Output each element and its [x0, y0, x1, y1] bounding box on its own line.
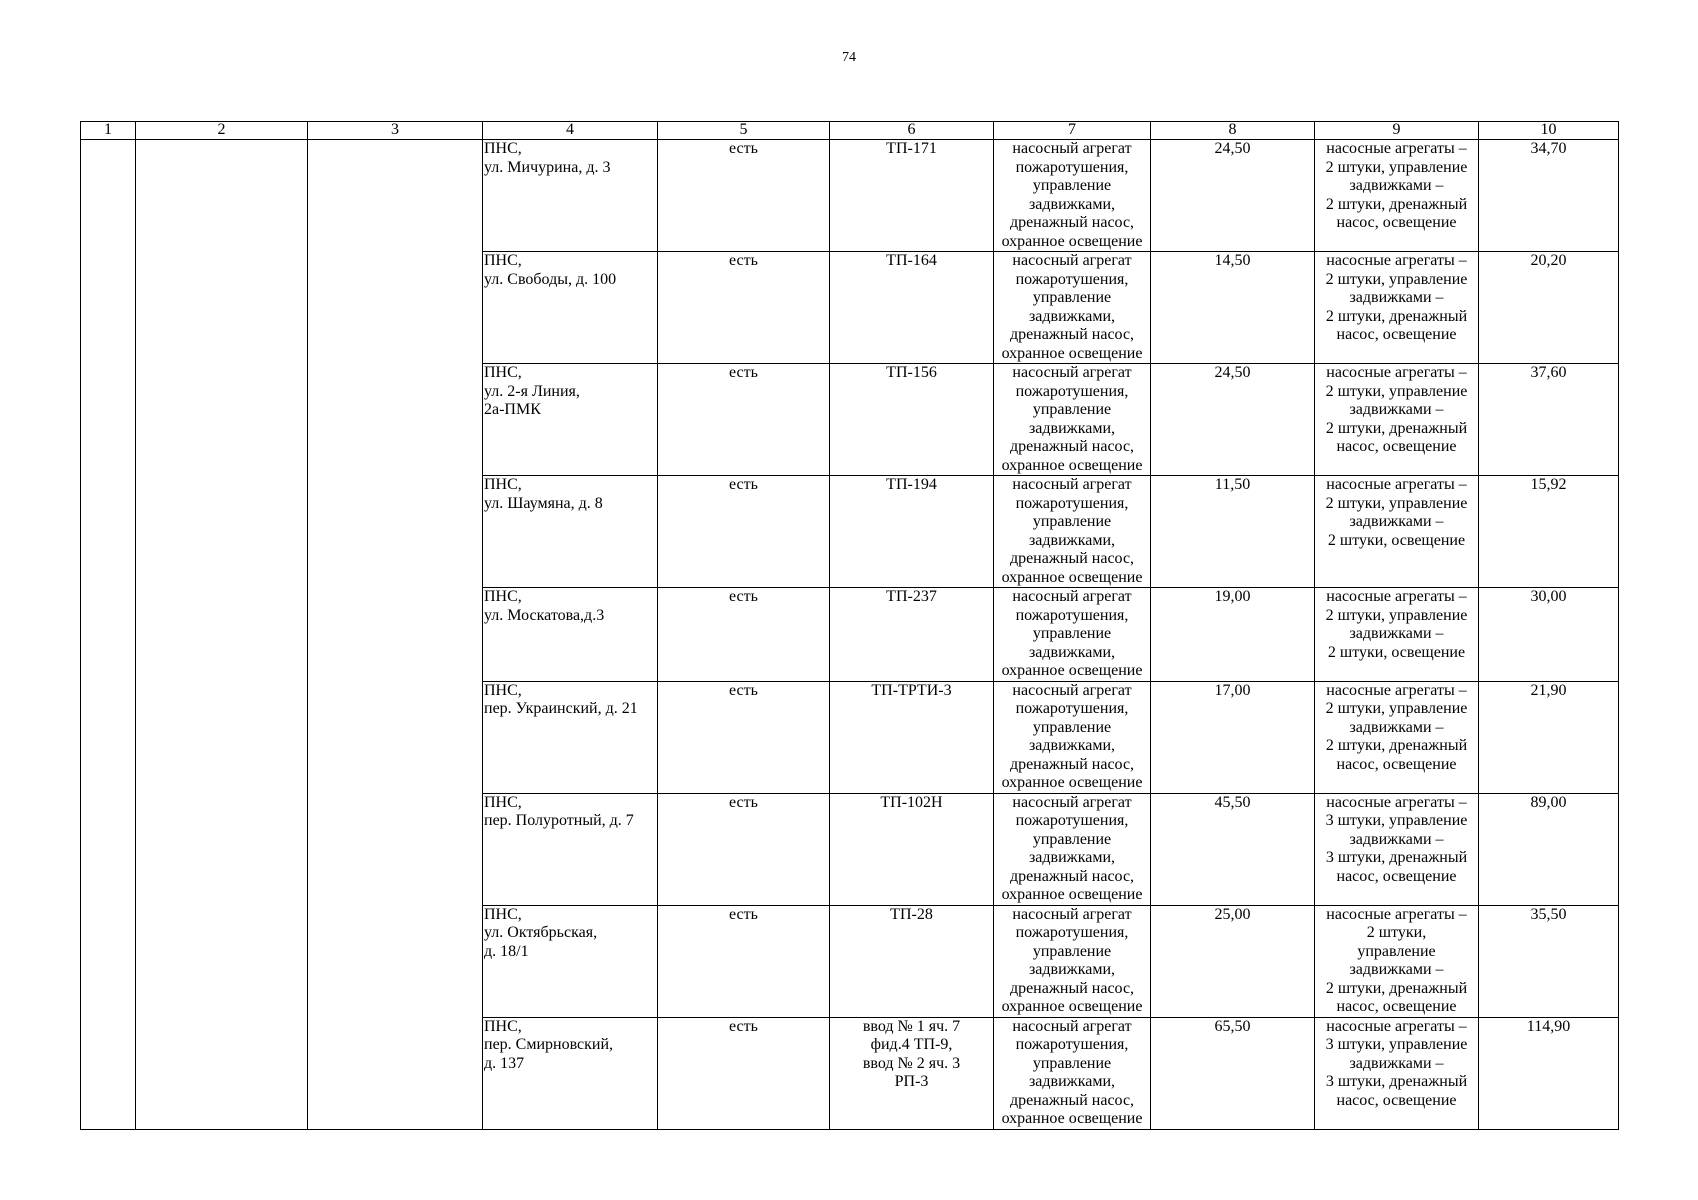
equipment-list-cell-line: задвижками,	[1028, 307, 1116, 325]
power-source-cell-line: ТП-164	[886, 252, 937, 269]
equipment-list-cell	[994, 252, 1151, 364]
consumers-cell-line: 2 штуки, управление	[1325, 700, 1468, 717]
object-name-cell	[483, 588, 658, 682]
equipment-list-cell-line: дренажный насос,	[1009, 214, 1135, 231]
page-number: 74	[842, 50, 856, 65]
header-cell: 10	[1479, 122, 1619, 140]
object-name-cell	[483, 140, 658, 252]
header-cell: 5	[658, 122, 830, 140]
equipment-list-cell-line: пожаротушения,	[1015, 812, 1129, 829]
consumers-cell-line: задвижками –	[1349, 177, 1444, 194]
consumers-cell-line: 3 штуки, дренажный	[1325, 1073, 1468, 1090]
consumers-cell	[1315, 476, 1479, 588]
equipment-list-cell-line: задвижками,	[1028, 1073, 1116, 1090]
equipment-list-cell-line: насосный агрегат	[1012, 252, 1132, 269]
equipment-list-cell-line: управление	[1032, 1054, 1112, 1072]
availability-cell: есть	[658, 252, 830, 364]
header-cell: 6	[830, 122, 994, 140]
consumers-cell-line: 2 штуки, управление	[1325, 382, 1468, 400]
consumers-cell-line: задвижками –	[1349, 718, 1444, 736]
equipment-list-cell-line: пожаротушения,	[1015, 1036, 1129, 1053]
consumers-cell-line: насосные агрегаты –	[1326, 364, 1467, 381]
consumers-cell	[1315, 140, 1479, 252]
consumers-cell-line: 2 штуки,	[1366, 924, 1427, 941]
equipment-list-cell-line: охранное освещение	[1001, 568, 1143, 586]
total-value-cell: 21,90	[1479, 681, 1619, 793]
availability-cell: есть	[658, 681, 830, 793]
equipment-list-cell-line: управление	[1032, 942, 1112, 960]
object-name-cell-line: 2а-ПМК	[484, 401, 541, 418]
equipment-table	[80, 121, 1619, 1130]
equipment-list-cell	[994, 588, 1151, 682]
equipment-list-cell-line: пожаротушения,	[1015, 158, 1129, 176]
equipment-list-cell-line: пожаротушения,	[1015, 924, 1129, 941]
equipment-list-cell-line: управление	[1032, 177, 1112, 194]
consumers-cell-line: 2 штуки, управление	[1325, 158, 1468, 176]
availability-cell: есть	[658, 588, 830, 682]
consumers-cell-line: насосные агрегаты –	[1326, 140, 1467, 157]
availability-cell: есть	[658, 476, 830, 588]
power-source-cell	[830, 793, 994, 905]
consumers-cell-line: насос, освещение	[1336, 438, 1457, 455]
power-value-cell: 17,00	[1151, 681, 1315, 793]
object-name-cell-line: ПНС,	[484, 364, 522, 381]
total-value-cell: 35,50	[1479, 905, 1619, 1017]
consumers-cell	[1315, 364, 1479, 476]
power-source-cell	[830, 140, 994, 252]
consumers-cell-line: задвижками –	[1349, 513, 1444, 530]
object-name-cell-line: ПНС,	[484, 1017, 522, 1035]
consumers-cell	[1315, 252, 1479, 364]
power-value-cell: 14,50	[1151, 252, 1315, 364]
object-name-cell	[483, 793, 658, 905]
equipment-list-cell	[994, 476, 1151, 588]
object-name-cell-line: ПНС,	[484, 252, 522, 269]
equipment-list-cell-line: задвижками,	[1028, 849, 1116, 866]
consumers-cell-line: 2 штуки, дренажный	[1325, 307, 1468, 325]
power-source-cell	[830, 252, 994, 364]
consumers-cell-line: задвижками –	[1349, 830, 1444, 848]
equipment-list-cell-line: охранное освещение	[1001, 998, 1143, 1015]
equipment-list-cell-line: охранное освещение	[1001, 774, 1143, 791]
consumers-cell-line: 2 штуки, освещение	[1327, 643, 1466, 661]
consumers-cell-line: насос, освещение	[1336, 326, 1457, 343]
header-cell: 8	[1151, 122, 1315, 140]
power-source-cell-line: ТП-171	[886, 140, 937, 157]
power-source-cell-line: ТП-ТРТИ-3	[871, 681, 952, 699]
object-name-cell-line: ул. Шаумяна, д. 8	[484, 494, 603, 512]
equipment-list-cell-line: управление	[1032, 625, 1112, 642]
equipment-list-cell-line: дренажный насос,	[1009, 326, 1135, 343]
consumers-cell-line: насосные агрегаты –	[1326, 681, 1467, 699]
equipment-list-cell-line: охранное освещение	[1001, 1110, 1143, 1127]
object-name-cell-line: ул. Свободы, д. 100	[484, 270, 617, 288]
availability-cell: есть	[658, 793, 830, 905]
power-value-cell: 24,50	[1151, 364, 1315, 476]
header-cell: 9	[1315, 122, 1479, 140]
col2-cell	[136, 140, 308, 1130]
total-value-cell: 15,92	[1479, 476, 1619, 588]
object-name-cell-line: ПНС,	[484, 588, 522, 605]
consumers-cell	[1315, 793, 1479, 905]
equipment-list-cell	[994, 681, 1151, 793]
equipment-list-cell	[994, 364, 1151, 476]
consumers-cell-line: насос, освещение	[1336, 214, 1457, 231]
consumers-cell-line: задвижками –	[1349, 1054, 1444, 1072]
equipment-list-cell-line: насосный агрегат	[1012, 140, 1132, 157]
total-value-cell: 89,00	[1479, 793, 1619, 905]
power-source-cell-line: ТП-237	[886, 588, 937, 605]
equipment-list-cell-line: задвижками,	[1028, 961, 1116, 978]
header-cell: 7	[994, 122, 1151, 140]
table-row	[81, 140, 1619, 252]
consumers-cell-line: 3 штуки, управление	[1325, 812, 1468, 829]
equipment-list-cell-line: насосный агрегат	[1012, 681, 1132, 699]
object-name-cell-line: ПНС,	[484, 140, 522, 157]
object-name-cell-line: пер. Смирновский,	[484, 1036, 614, 1053]
power-value-cell: 45,50	[1151, 793, 1315, 905]
object-name-cell-line: ПНС,	[484, 681, 522, 699]
power-value-cell: 19,00	[1151, 588, 1315, 682]
table-header-row	[81, 122, 1619, 140]
object-name-cell	[483, 1017, 658, 1129]
object-name-cell-line: ПНС,	[484, 476, 522, 493]
consumers-cell-line: насосные агрегаты –	[1326, 476, 1467, 493]
consumers-cell-line: 2 штуки, управление	[1325, 606, 1468, 624]
equipment-list-cell-line: насосный агрегат	[1012, 1017, 1132, 1035]
equipment-list-cell-line: насосный агрегат	[1012, 793, 1132, 811]
object-name-cell-line: д. 18/1	[484, 942, 529, 960]
consumers-cell-line: 2 штуки, освещение	[1327, 531, 1466, 549]
object-name-cell	[483, 364, 658, 476]
consumers-cell-line: 2 штуки, дренажный	[1325, 195, 1468, 213]
equipment-list-cell-line: охранное освещение	[1001, 662, 1143, 679]
equipment-list-cell-line: управление	[1032, 401, 1112, 418]
equipment-list-cell-line: насосный агрегат	[1012, 588, 1132, 605]
equipment-list-cell-line: задвижками,	[1028, 419, 1116, 437]
equipment-list-cell-line: охранное освещение	[1001, 886, 1143, 903]
consumers-cell-line: насосные агрегаты –	[1326, 588, 1467, 605]
consumers-cell-line: насосные агрегаты –	[1326, 1017, 1467, 1035]
consumers-cell-line: насос, освещение	[1336, 998, 1457, 1015]
consumers-cell-line: 3 штуки, управление	[1325, 1036, 1468, 1053]
power-source-cell	[830, 681, 994, 793]
equipment-list-cell-line: дренажный насос,	[1009, 438, 1135, 455]
object-name-cell	[483, 681, 658, 793]
consumers-cell-line: насосные агрегаты –	[1326, 793, 1467, 811]
consumers-cell	[1315, 905, 1479, 1017]
consumers-cell	[1315, 588, 1479, 682]
object-name-cell-line: ПНС,	[484, 905, 522, 923]
availability-cell: есть	[658, 905, 830, 1017]
consumers-cell-line: 2 штуки, дренажный	[1325, 419, 1468, 437]
object-name-cell-line: пер. Полуротный, д. 7	[484, 812, 634, 829]
power-source-cell	[830, 905, 994, 1017]
equipment-list-cell-line: пожаротушения,	[1015, 270, 1129, 288]
power-source-cell-line: ТП-156	[886, 364, 937, 381]
power-value-cell: 11,50	[1151, 476, 1315, 588]
equipment-list-cell-line: насосный агрегат	[1012, 476, 1132, 493]
power-source-cell-line: фид.4 ТП-9,	[870, 1036, 953, 1053]
power-source-cell	[830, 588, 994, 682]
consumers-cell-line: насосные агрегаты –	[1326, 252, 1467, 269]
equipment-list-cell-line: насосный агрегат	[1012, 905, 1132, 923]
equipment-list-cell-line: насосный агрегат	[1012, 364, 1132, 381]
power-source-cell	[830, 1017, 994, 1129]
equipment-list-cell-line: пожаротушения,	[1015, 382, 1129, 400]
consumers-cell-line: насос, освещение	[1336, 867, 1457, 885]
equipment-list-cell-line: управление	[1032, 289, 1112, 306]
power-source-cell-line: ТП-102Н	[880, 793, 943, 811]
consumers-cell-line: задвижками –	[1349, 289, 1444, 306]
header-cell: 1	[81, 122, 136, 140]
consumers-cell-line: задвижками –	[1349, 625, 1444, 642]
equipment-list-cell	[994, 1017, 1151, 1129]
equipment-list-cell-line: дренажный насос,	[1009, 867, 1135, 885]
power-source-cell-line: РП-3	[894, 1073, 929, 1090]
power-source-cell-line: ввод № 1 яч. 7	[862, 1017, 961, 1035]
consumers-cell-line: управление	[1357, 942, 1436, 960]
col1-cell	[81, 140, 136, 1130]
total-value-cell: 30,00	[1479, 588, 1619, 682]
consumers-cell-line: 2 штуки, управление	[1325, 494, 1468, 512]
equipment-list-cell-line: дренажный насос,	[1009, 755, 1135, 773]
col3-cell	[308, 140, 483, 1130]
equipment-list-cell-line: охранное освещение	[1001, 344, 1143, 362]
equipment-list-cell-line: управление	[1032, 513, 1112, 530]
total-value-cell: 20,20	[1479, 252, 1619, 364]
consumers-cell-line: насосные агрегаты –	[1326, 905, 1467, 923]
power-value-cell: 65,50	[1151, 1017, 1315, 1129]
consumers-cell-line: задвижками –	[1349, 961, 1444, 978]
equipment-list-cell-line: охранное освещение	[1001, 456, 1143, 474]
equipment-list-cell	[994, 793, 1151, 905]
equipment-list-cell-line: задвижками,	[1028, 195, 1116, 213]
total-value-cell: 34,70	[1479, 140, 1619, 252]
consumers-cell-line: 2 штуки, управление	[1325, 270, 1468, 288]
power-source-cell	[830, 364, 994, 476]
power-source-cell-line: ТП-28	[890, 905, 933, 923]
consumers-cell-line: задвижками –	[1349, 401, 1444, 418]
object-name-cell-line: ул. Москатова,д.3	[484, 606, 605, 624]
header-cell: 2	[136, 122, 308, 140]
object-name-cell-line: д. 137	[484, 1054, 525, 1072]
equipment-list-cell-line: управление	[1032, 718, 1112, 736]
availability-cell: есть	[658, 364, 830, 476]
object-name-cell	[483, 905, 658, 1017]
equipment-list-cell-line: задвижками,	[1028, 531, 1116, 549]
equipment-list-cell-line: задвижками,	[1028, 643, 1116, 661]
equipment-list-cell-line: охранное освещение	[1001, 232, 1143, 250]
equipment-list-cell-line: управление	[1032, 830, 1112, 848]
object-name-cell	[483, 476, 658, 588]
consumers-cell	[1315, 1017, 1479, 1129]
equipment-list-cell-line: дренажный насос,	[1009, 1091, 1135, 1109]
object-name-cell-line: ПНС,	[484, 793, 522, 811]
header-cell: 4	[483, 122, 658, 140]
object-name-cell-line: ул. Мичурина, д. 3	[484, 158, 611, 176]
consumers-cell	[1315, 681, 1479, 793]
availability-cell: есть	[658, 140, 830, 252]
power-source-cell	[830, 476, 994, 588]
power-source-cell-line: ввод № 2 яч. 3	[862, 1054, 961, 1072]
availability-cell: есть	[658, 1017, 830, 1129]
power-value-cell: 25,00	[1151, 905, 1315, 1017]
power-source-cell-line: ТП-194	[886, 476, 937, 493]
object-name-cell-line: ул. Октябрьская,	[484, 924, 598, 941]
total-value-cell: 114,90	[1479, 1017, 1619, 1129]
equipment-list-cell-line: пожаротушения,	[1015, 700, 1129, 717]
equipment-list-cell-line: дренажный насос,	[1009, 979, 1135, 997]
total-value-cell: 37,60	[1479, 364, 1619, 476]
equipment-list-cell-line: пожаротушения,	[1015, 606, 1129, 624]
equipment-list-cell-line: дренажный насос,	[1009, 550, 1135, 567]
equipment-list-cell	[994, 905, 1151, 1017]
object-name-cell-line: пер. Украинский, д. 21	[484, 700, 638, 717]
header-cell: 3	[308, 122, 483, 140]
equipment-list-cell-line: задвижками,	[1028, 737, 1116, 754]
consumers-cell-line: 2 штуки, дренажный	[1325, 737, 1468, 754]
consumers-cell-line: насос, освещение	[1336, 1091, 1457, 1109]
consumers-cell-line: насос, освещение	[1336, 755, 1457, 773]
object-name-cell	[483, 252, 658, 364]
object-name-cell-line: ул. 2-я Линия,	[484, 382, 580, 400]
power-value-cell: 24,50	[1151, 140, 1315, 252]
equipment-list-cell	[994, 140, 1151, 252]
equipment-list-cell-line: пожаротушения,	[1015, 494, 1129, 512]
consumers-cell-line: 3 штуки, дренажный	[1325, 849, 1468, 866]
consumers-cell-line: 2 штуки, дренажный	[1325, 979, 1468, 997]
